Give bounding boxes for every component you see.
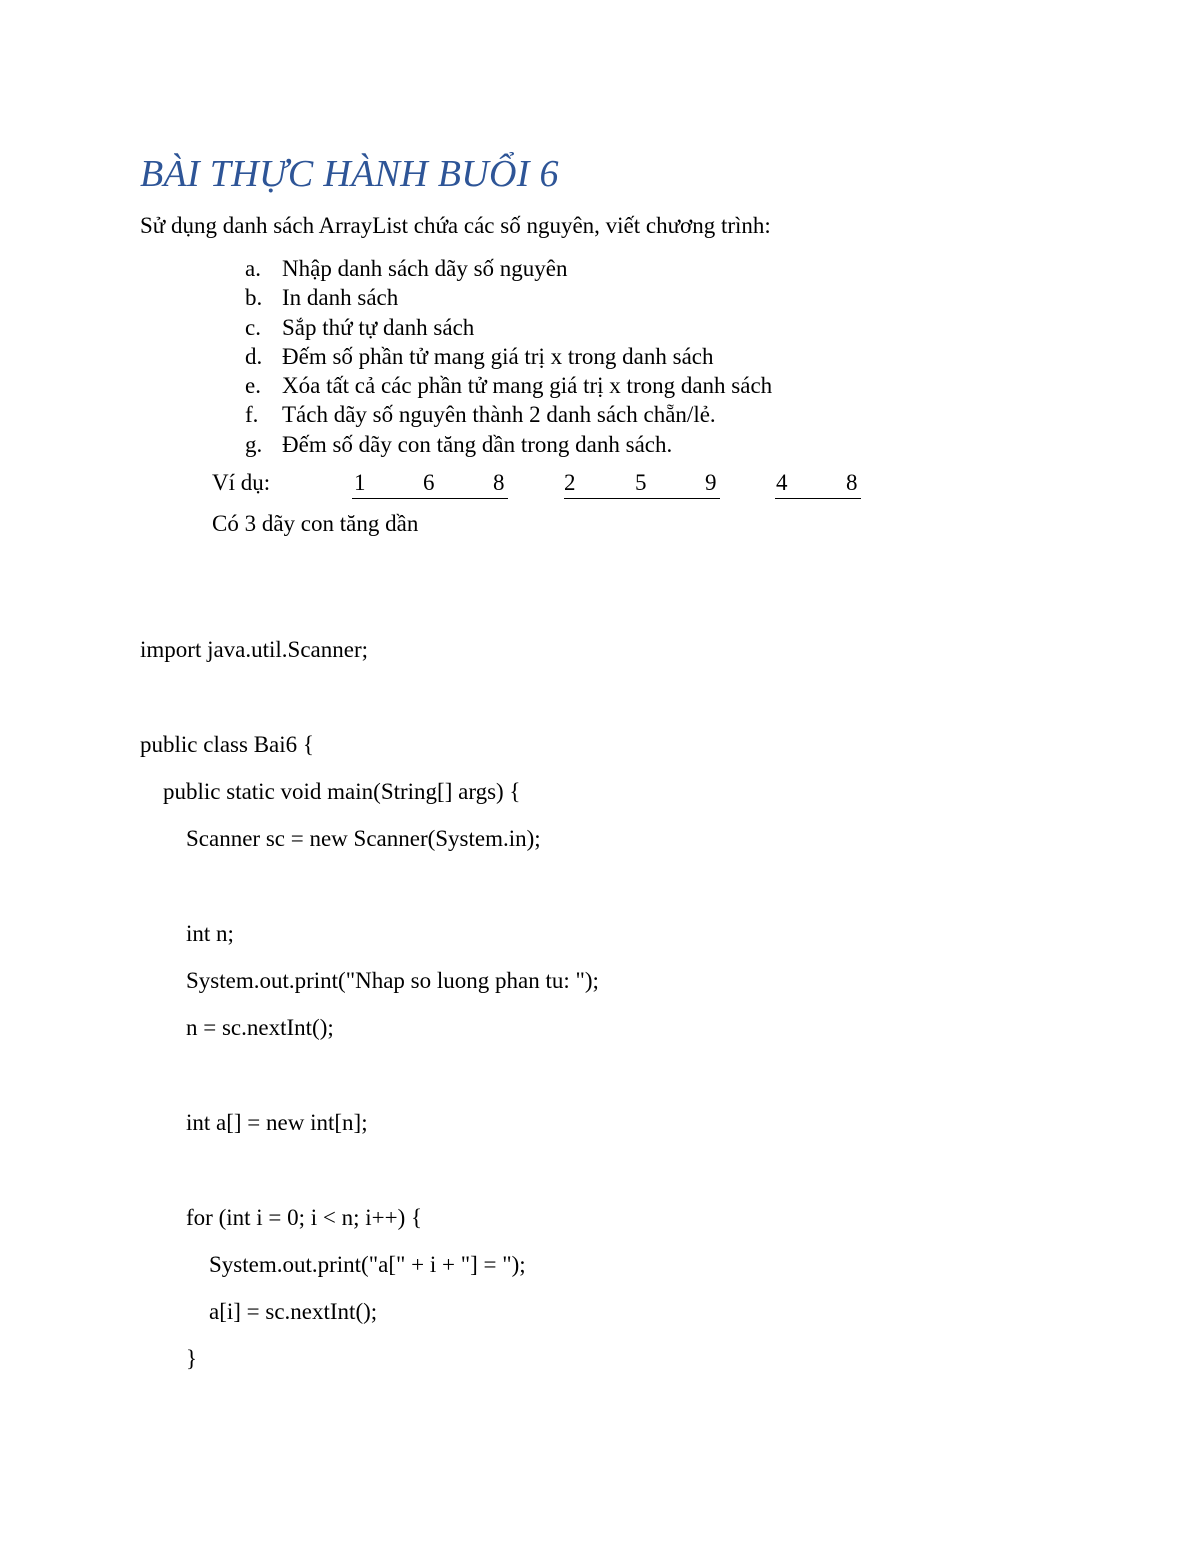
code-line: int n;: [140, 920, 234, 946]
example-number: 5: [635, 470, 647, 495]
code-line: int a[] = new int[n];: [140, 1109, 368, 1135]
code-line: import java.util.Scanner;: [140, 637, 369, 662]
code-line: [140, 872, 599, 919]
task-text: Đếm số phần tử mang giá trị x trong danh sách: [282, 343, 714, 369]
task-marker: c.: [245, 314, 261, 340]
code-line: [140, 1062, 599, 1109]
example-number: 1: [354, 470, 366, 495]
example-row: [212, 470, 912, 500]
task-marker: g.: [245, 431, 263, 457]
code-line: [140, 1156, 599, 1203]
task-text: Sắp thứ tự danh sách: [282, 314, 475, 340]
example-number: 2: [564, 470, 576, 495]
code-line: Scanner sc = new Scanner(System.in);: [140, 826, 541, 852]
example-number: 4: [776, 470, 788, 495]
code-line: [140, 683, 599, 730]
task-item: [245, 313, 772, 342]
task-text: Xóa tất cả các phần tử mang giá trị x trong danh sách: [282, 373, 773, 399]
code-line: public static void main(String[] args) {: [140, 778, 521, 804]
task-marker: e.: [245, 373, 261, 399]
task-item: [245, 342, 772, 371]
example-number: 8: [493, 470, 505, 495]
example-number: 6: [423, 470, 435, 495]
task-text: Đếm số dãy con tăng dần trong danh sách.: [282, 431, 673, 457]
task-text: In danh sách: [282, 285, 399, 311]
task-list: [245, 254, 772, 459]
code-listing: [140, 636, 599, 1393]
code-line: a[i] = sc.nextInt();: [140, 1299, 378, 1325]
example-number: 9: [705, 470, 717, 495]
example-label: Ví dụ:: [212, 470, 271, 495]
example-conclusion: Có 3 dãy con tăng dần: [212, 511, 419, 536]
code-line: n = sc.nextInt();: [140, 1015, 334, 1041]
task-item: [245, 430, 772, 459]
code-line: }: [140, 1346, 198, 1372]
task-text: Nhập danh sách dãy số nguyên: [282, 256, 568, 281]
task-marker: a.: [245, 256, 261, 281]
task-item: [245, 371, 772, 400]
example-number: 8: [846, 470, 858, 495]
task-text: Tách dãy số nguyên thành 2 danh sách chẵn/lẻ.: [282, 402, 716, 428]
intro-text: Sử dụng danh sách ArrayList chứa các số nguyên, viết chương trình:: [140, 213, 771, 238]
task-marker: b.: [245, 285, 263, 311]
page-title: BÀI THỰC HÀNH BUỔI 6: [140, 153, 559, 195]
task-marker: d.: [245, 343, 263, 369]
task-item: [245, 254, 772, 283]
code-line: System.out.print("a[" + i + "] = ");: [140, 1251, 526, 1277]
code-line: System.out.print("Nhap so luong phan tu: ");: [140, 968, 599, 994]
task-marker: f.: [245, 402, 259, 428]
code-line: public class Bai6 {: [140, 731, 314, 757]
code-line: for (int i = 0; i < n; i++) {: [140, 1204, 423, 1230]
task-item: [245, 283, 772, 312]
task-item: [245, 400, 772, 429]
